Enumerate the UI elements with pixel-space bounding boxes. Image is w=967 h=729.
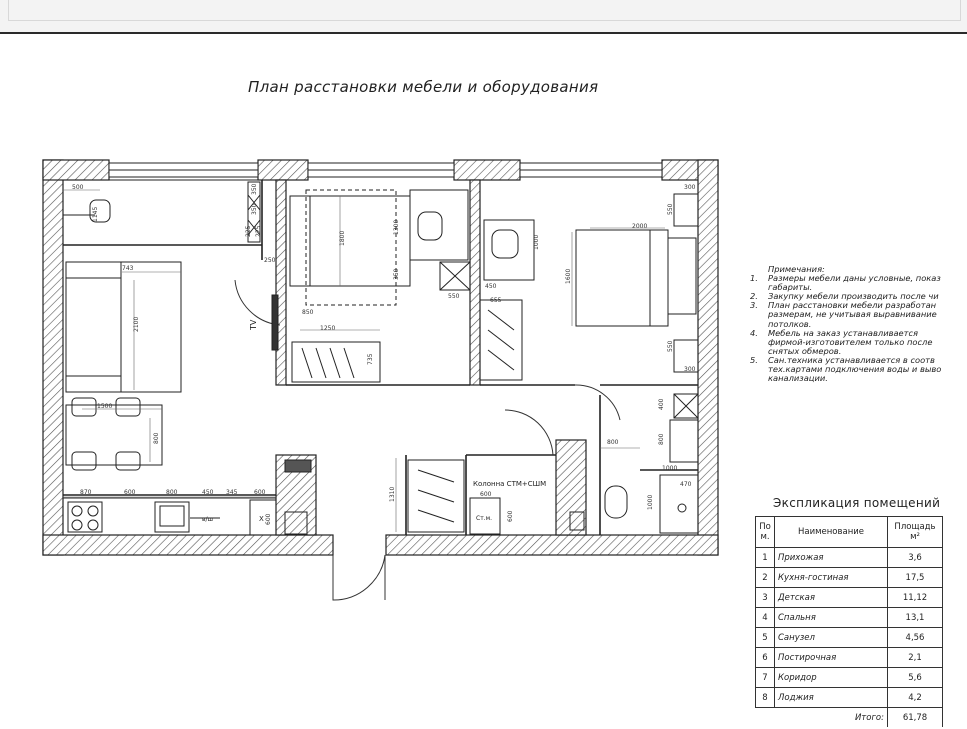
hood-label: в/ш — [202, 516, 214, 523]
dim-label: 1600 — [565, 268, 572, 284]
note-line: потолков. — [768, 318, 812, 329]
row-name: Прихожая — [775, 548, 888, 568]
bedroom-door — [575, 385, 620, 420]
dim-label: 1000 — [662, 465, 678, 472]
dim-label: 870 — [80, 489, 92, 496]
dim-label: 800 — [607, 439, 619, 446]
note-item — [750, 301, 967, 328]
header-area: Площадь м² — [888, 517, 943, 548]
total-row — [756, 708, 943, 728]
dim-label: 600 — [254, 489, 266, 496]
row-name: Коридор — [775, 668, 888, 688]
chair-1 — [72, 398, 96, 416]
table-row — [756, 688, 943, 708]
dim-label: 743 — [122, 265, 134, 272]
toilet — [605, 486, 627, 518]
note-line: Размеры мебели даны условные, показ — [768, 273, 941, 284]
sheet-title: План расстановки мебели и оборудования — [248, 78, 599, 96]
note-item — [750, 329, 967, 356]
dim-label: 800 — [658, 433, 665, 445]
dim-label: 600 — [480, 491, 492, 498]
wall-top-left — [43, 160, 109, 180]
notes-block — [750, 265, 967, 383]
note-number: 4. — [750, 327, 758, 338]
row-area: 2,1 — [888, 648, 943, 668]
dim-label: 1250 — [320, 325, 336, 332]
wall-top-mid — [258, 160, 308, 180]
note-line: фирмой-изготовителем только после — [768, 336, 933, 347]
dim-label: 300 — [684, 366, 696, 373]
dim-label: 450 — [485, 283, 497, 290]
dim-label: 850 — [302, 309, 314, 316]
bathroom-door — [505, 410, 553, 455]
table-row — [756, 588, 943, 608]
row-num: 2 — [756, 568, 775, 588]
dim-label: 250 — [264, 257, 276, 264]
row-area: 17,5 — [888, 568, 943, 588]
row-num: 4 — [756, 608, 775, 628]
dim-label: 350 — [393, 268, 400, 280]
row-name: Постирочная — [775, 648, 888, 668]
note-line: канализации. — [768, 373, 828, 384]
explication-title: Экспликация помещений — [773, 496, 941, 510]
row-num: 6 — [756, 648, 775, 668]
note-item — [750, 356, 967, 383]
dim-label: 550 — [667, 340, 674, 352]
double-bed — [576, 230, 668, 326]
wall-inner-1 — [276, 180, 286, 385]
dim-label: 350 — [251, 203, 258, 215]
bedroom — [480, 194, 698, 380]
kids-room — [290, 190, 470, 382]
dim-label: 450 — [202, 489, 214, 496]
dim-label: 550 — [667, 203, 674, 215]
note-line: Сан.техника устанавливается в соотв — [768, 354, 935, 365]
dim-label: 225 — [255, 225, 262, 237]
dim-label: 225 — [245, 225, 252, 237]
header-name: Наименование — [775, 517, 888, 548]
dim-label: 600 — [124, 489, 136, 496]
bedroom-cabinet — [668, 238, 696, 314]
dim-label: 1300 — [393, 219, 400, 235]
sofa — [66, 262, 181, 392]
table-row — [756, 668, 943, 688]
kids-bed — [290, 196, 410, 286]
row-name: Санузел — [775, 628, 888, 648]
row-num: 5 — [756, 628, 775, 648]
table-row — [756, 548, 943, 568]
row-num: 8 — [756, 688, 775, 708]
dim-label: 550 — [448, 293, 460, 300]
note-line: снятых обмеров. — [768, 345, 842, 356]
row-area: 13,1 — [888, 608, 943, 628]
row-area: 5,6 — [888, 668, 943, 688]
shower — [660, 475, 698, 533]
kids-bed-dashed — [306, 190, 396, 305]
wall-right — [698, 160, 718, 555]
table-row — [756, 608, 943, 628]
dimension-text — [72, 183, 696, 525]
table-row — [756, 628, 943, 648]
dim-label: 655 — [490, 297, 502, 304]
dim-label: 500 — [72, 184, 84, 191]
note-line: План расстановки мебели разработан — [768, 300, 937, 311]
dining-table — [66, 405, 162, 465]
notes-heading: Примечания: — [768, 265, 825, 274]
table-row — [756, 648, 943, 668]
dim-label: 1000 — [533, 234, 540, 250]
dim-label: 800 — [153, 432, 160, 444]
bedroom-chair — [492, 230, 518, 258]
bedside-1 — [674, 194, 698, 226]
table-row — [756, 568, 943, 588]
row-area: 11,12 — [888, 588, 943, 608]
chair-4 — [116, 452, 140, 470]
note-line: тех.картами подключения воды и выво — [768, 364, 942, 375]
explication-header-row — [756, 517, 943, 548]
kids-desk — [410, 190, 468, 260]
dim-label: 345 — [226, 489, 238, 496]
dim-label: 1310 — [389, 486, 396, 502]
note-number: 1. — [750, 273, 758, 284]
dim-label: 1500 — [97, 403, 113, 410]
tv-unit — [272, 295, 278, 350]
note-number: 3. — [750, 300, 758, 311]
note-line: размерам, не учитывая выравнивание — [768, 309, 937, 320]
dim-label: 1000 — [647, 494, 654, 510]
row-num: 7 — [756, 668, 775, 688]
row-area: 3,6 — [888, 548, 943, 568]
row-name: Кухня-гостиная — [775, 568, 888, 588]
note-number: 5. — [750, 354, 758, 365]
note-number: 2. — [750, 291, 758, 302]
total-label: Итого: — [756, 708, 888, 728]
note-item — [750, 274, 967, 292]
dim-label: 400 — [658, 398, 665, 410]
dim-label: 2000 — [632, 223, 648, 230]
bathroom — [285, 394, 698, 534]
dim-label: 2100 — [133, 316, 140, 332]
dim-label: 735 — [367, 353, 374, 365]
dim-label: 470 — [680, 481, 692, 488]
row-name: Детская — [775, 588, 888, 608]
note-line: Мебель на заказ устанавливается — [768, 327, 919, 338]
row-num: 1 — [756, 548, 775, 568]
column-label: Колонна СТМ+СШМ — [473, 480, 547, 488]
chair-3 — [72, 452, 96, 470]
dim-label: 600 — [507, 510, 514, 522]
row-name: Лоджия — [775, 688, 888, 708]
wall-inner-2 — [470, 180, 480, 385]
hall-shoe-cabinet — [285, 460, 311, 472]
note-line: Закупку мебели производить после чи — [768, 291, 939, 302]
dim-label: 800 — [166, 489, 178, 496]
dim-label: 350 — [251, 183, 258, 195]
fridge-label: Х — [259, 515, 264, 523]
row-area: 4,56 — [888, 628, 943, 648]
windows — [109, 163, 662, 177]
wall-bottom-left — [43, 535, 333, 555]
row-num: 3 — [756, 588, 775, 608]
kids-chair — [418, 212, 442, 240]
note-line: габариты. — [768, 282, 813, 293]
wall-bottom-right — [386, 535, 718, 555]
chair-2 — [116, 398, 140, 416]
wall-inner-4 — [556, 440, 586, 535]
entrance-door — [333, 555, 385, 600]
bath-sink — [670, 420, 698, 462]
wall-left — [43, 160, 63, 555]
washer-label: Ст.м. — [476, 515, 493, 522]
total-value: 61,78 — [888, 708, 943, 728]
explication-table — [755, 516, 943, 727]
wall-top-mid2 — [454, 160, 520, 180]
header-num: По м. — [756, 517, 775, 548]
row-area: 4,2 — [888, 688, 943, 708]
row-name: Спальня — [775, 608, 888, 628]
dim-label: 1145 — [92, 206, 99, 222]
dim-label: 600 — [265, 513, 272, 525]
dim-label: 300 — [684, 184, 696, 191]
dim-label: 1800 — [339, 230, 346, 246]
tv-label: TV — [249, 319, 258, 330]
